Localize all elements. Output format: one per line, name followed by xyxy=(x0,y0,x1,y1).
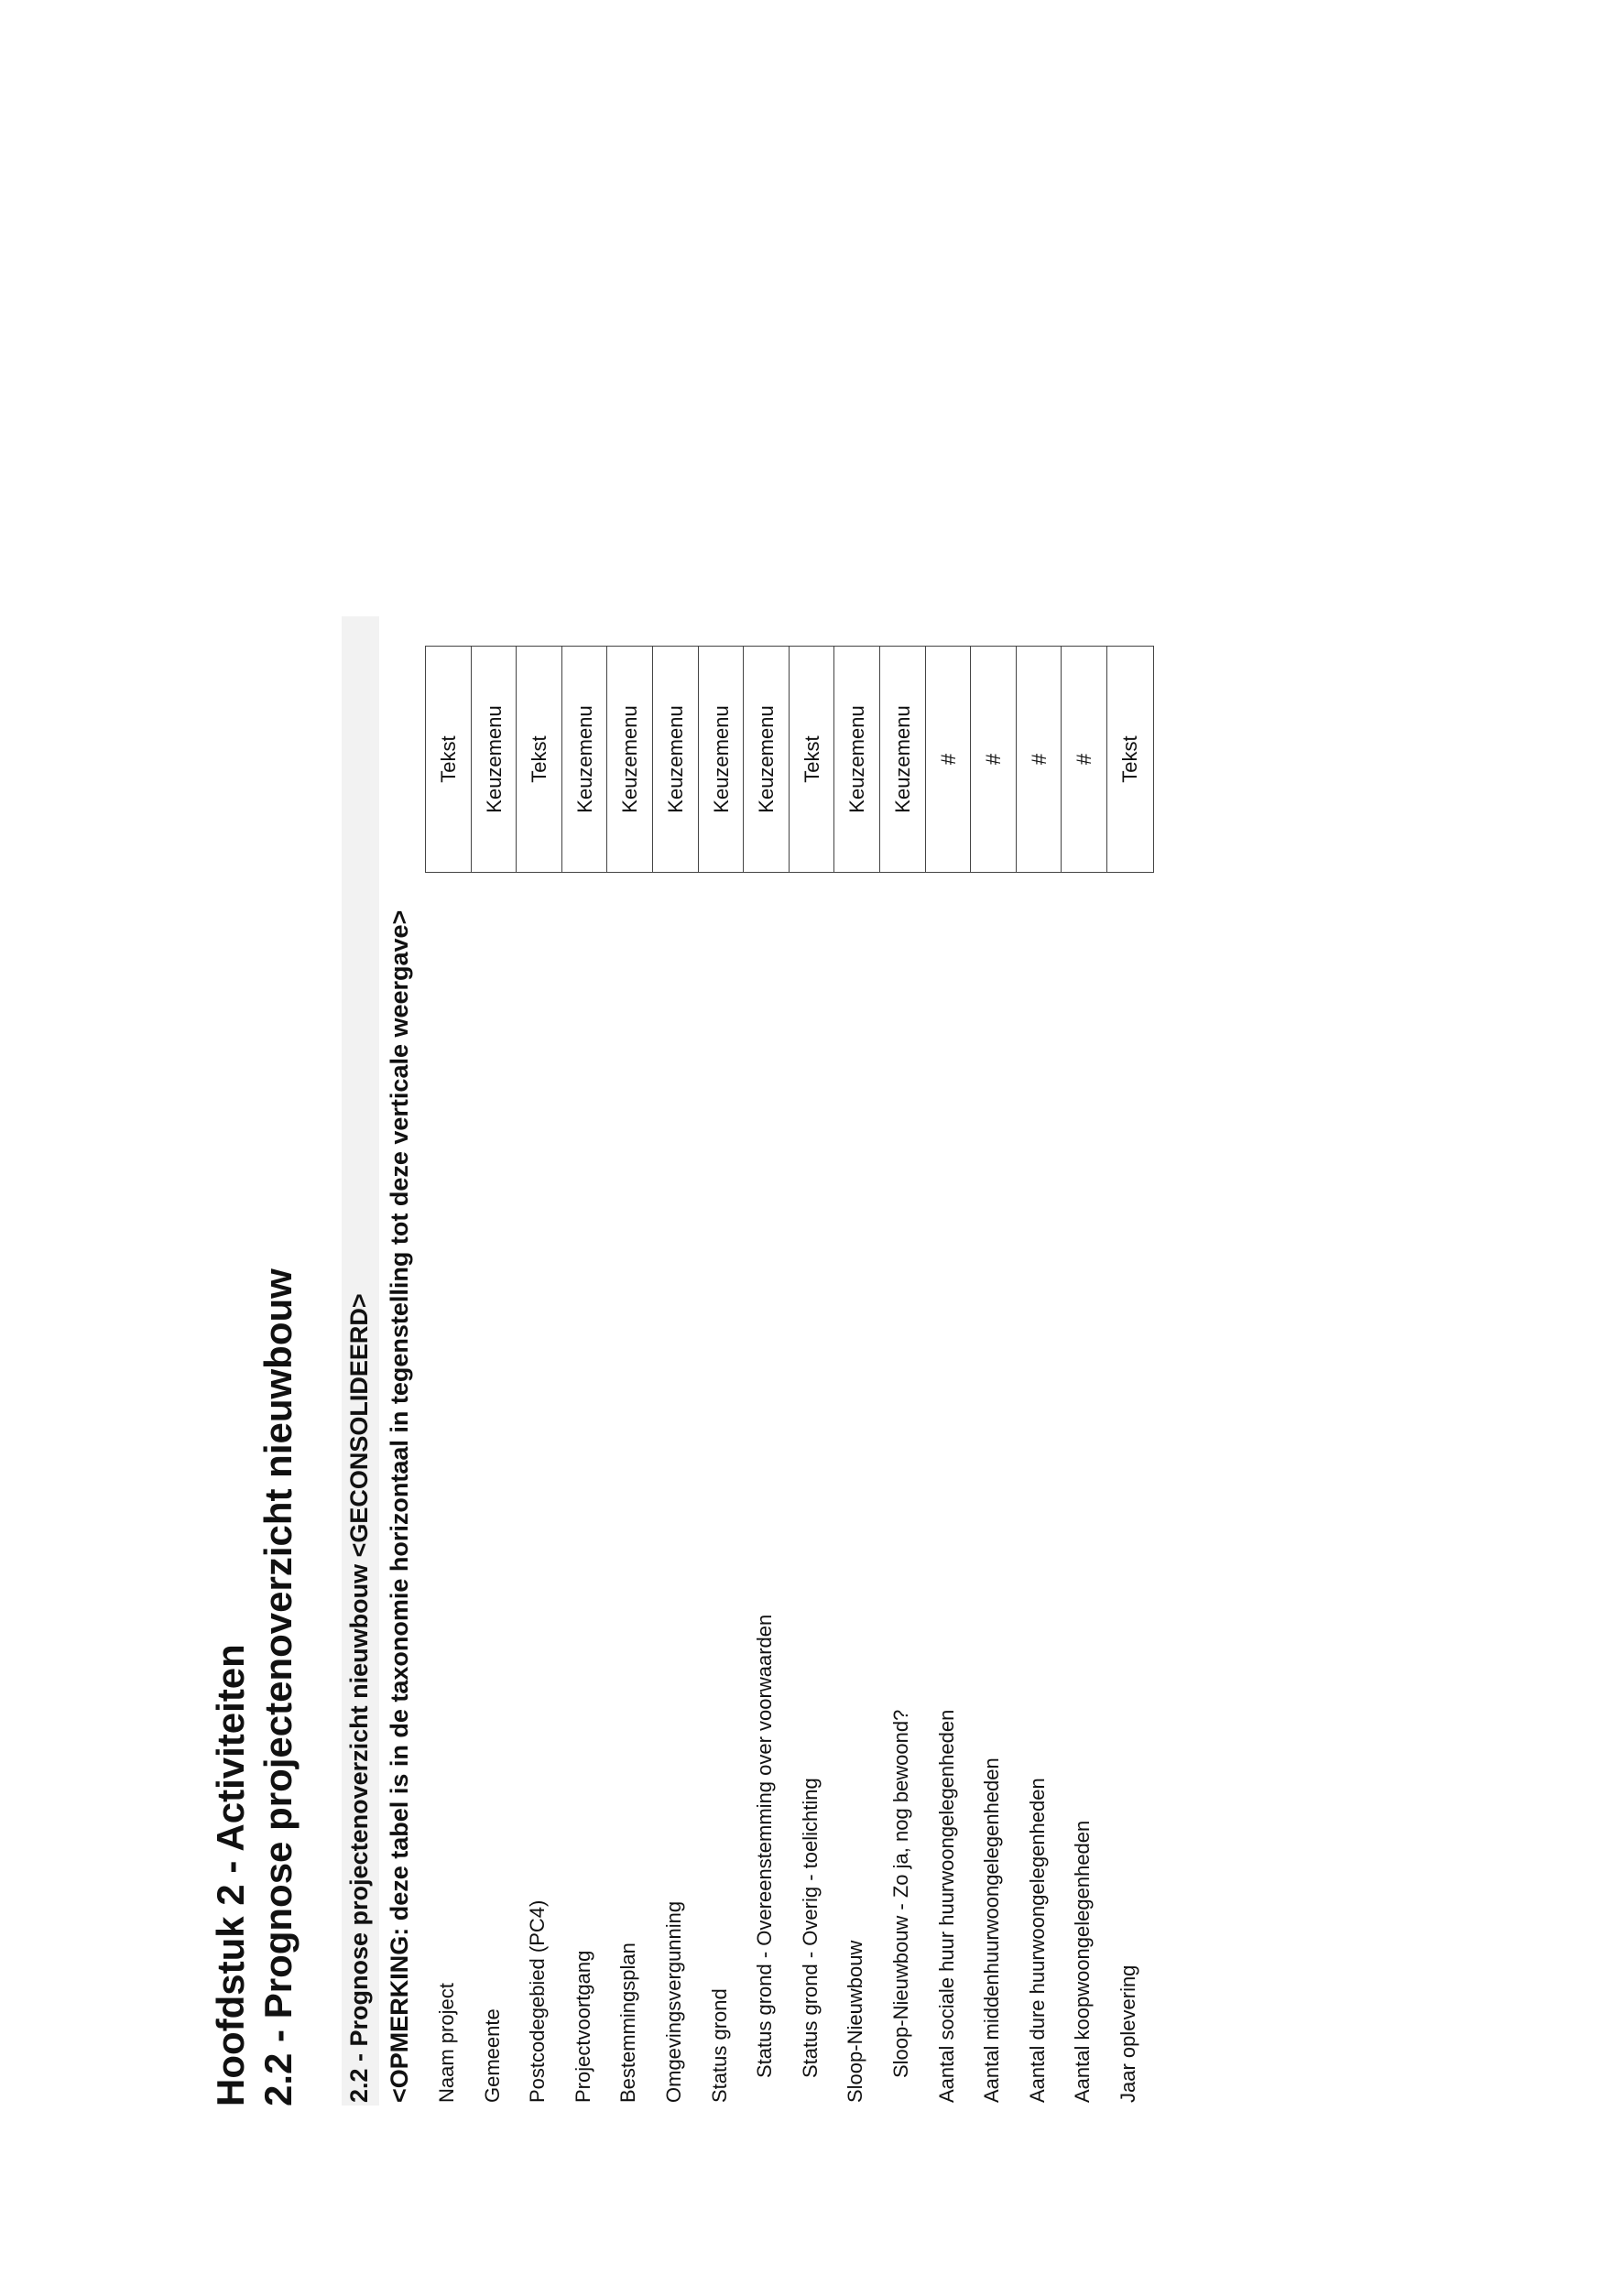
field-label: Status grond - Overig - toelichting xyxy=(799,1778,822,2078)
field-label: Aantal dure huurwoongelegenheden xyxy=(1026,1778,1049,2103)
field-type-cell: # xyxy=(1062,647,1107,872)
field-type-cell: Keuzemenu xyxy=(472,647,517,872)
field-type-cell: Keuzemenu xyxy=(607,647,653,872)
field-label: Jaar oplevering xyxy=(1116,1964,1139,2103)
field-type-cell: # xyxy=(971,647,1017,872)
field-type-cell: Tekst xyxy=(426,647,472,872)
field-type-cell: Tekst xyxy=(1117,735,1141,783)
chapter-title: Hoofdstuk 2 - Activiteiten xyxy=(209,1644,252,2106)
field-label: Projectvoortgang xyxy=(572,1950,594,2103)
field-label: Naam project xyxy=(435,1983,458,2103)
table-title: 2.2 - Prognose projectenoverzicht nieuwbouw <GECONSOLIDEERD> xyxy=(345,1293,373,2103)
field-label: Omgevingsvergunning xyxy=(662,1900,685,2103)
field-label: Status grond xyxy=(708,1988,731,2103)
field-type-cell: # xyxy=(926,647,972,872)
field-type-cell: Tekst xyxy=(790,647,835,872)
field-type-cell: Keuzemenu xyxy=(834,647,880,872)
field-label: Bestemmingsplan xyxy=(616,1942,639,2103)
field-label: Sloop-Nieuwbouw xyxy=(844,1940,866,2103)
section-title: 2.2 - Prognose projectenoverzicht nieuwbouw xyxy=(256,1268,300,2106)
field-label: Gemeente xyxy=(481,2008,504,2103)
field-type-table xyxy=(425,646,1154,873)
field-label: Sloop-Nieuwbouw - Zo ja, nog bewoond? xyxy=(889,1709,912,2078)
field-type-cell: Keuzemenu xyxy=(653,647,699,872)
field-label: Aantal koopwoongelegenheden xyxy=(1071,1820,1094,2103)
field-type-cell: Keuzemenu xyxy=(744,647,790,872)
field-label: Postcodegebied (PC4) xyxy=(526,1899,549,2103)
field-type-cell: # xyxy=(1017,647,1062,872)
field-type-cell: Keuzemenu xyxy=(562,647,608,872)
remark-text: <OPMERKING: deze tabel is in de taxonomie horizontaal in tegenstelling tot deze verticale weergave> xyxy=(386,909,413,2103)
field-label: Aantal middenhuurwoongelegenheden xyxy=(980,1757,1003,2103)
field-label: Aantal sociale huur huurwoongelegenheden xyxy=(935,1709,958,2103)
field-type-cell: Keuzemenu xyxy=(699,647,745,872)
field-label: Status grond - Overeenstemming over voorwaarden xyxy=(753,1614,776,2078)
field-type-cell: Tekst xyxy=(517,647,562,872)
field-type-cell: Keuzemenu xyxy=(880,647,926,872)
